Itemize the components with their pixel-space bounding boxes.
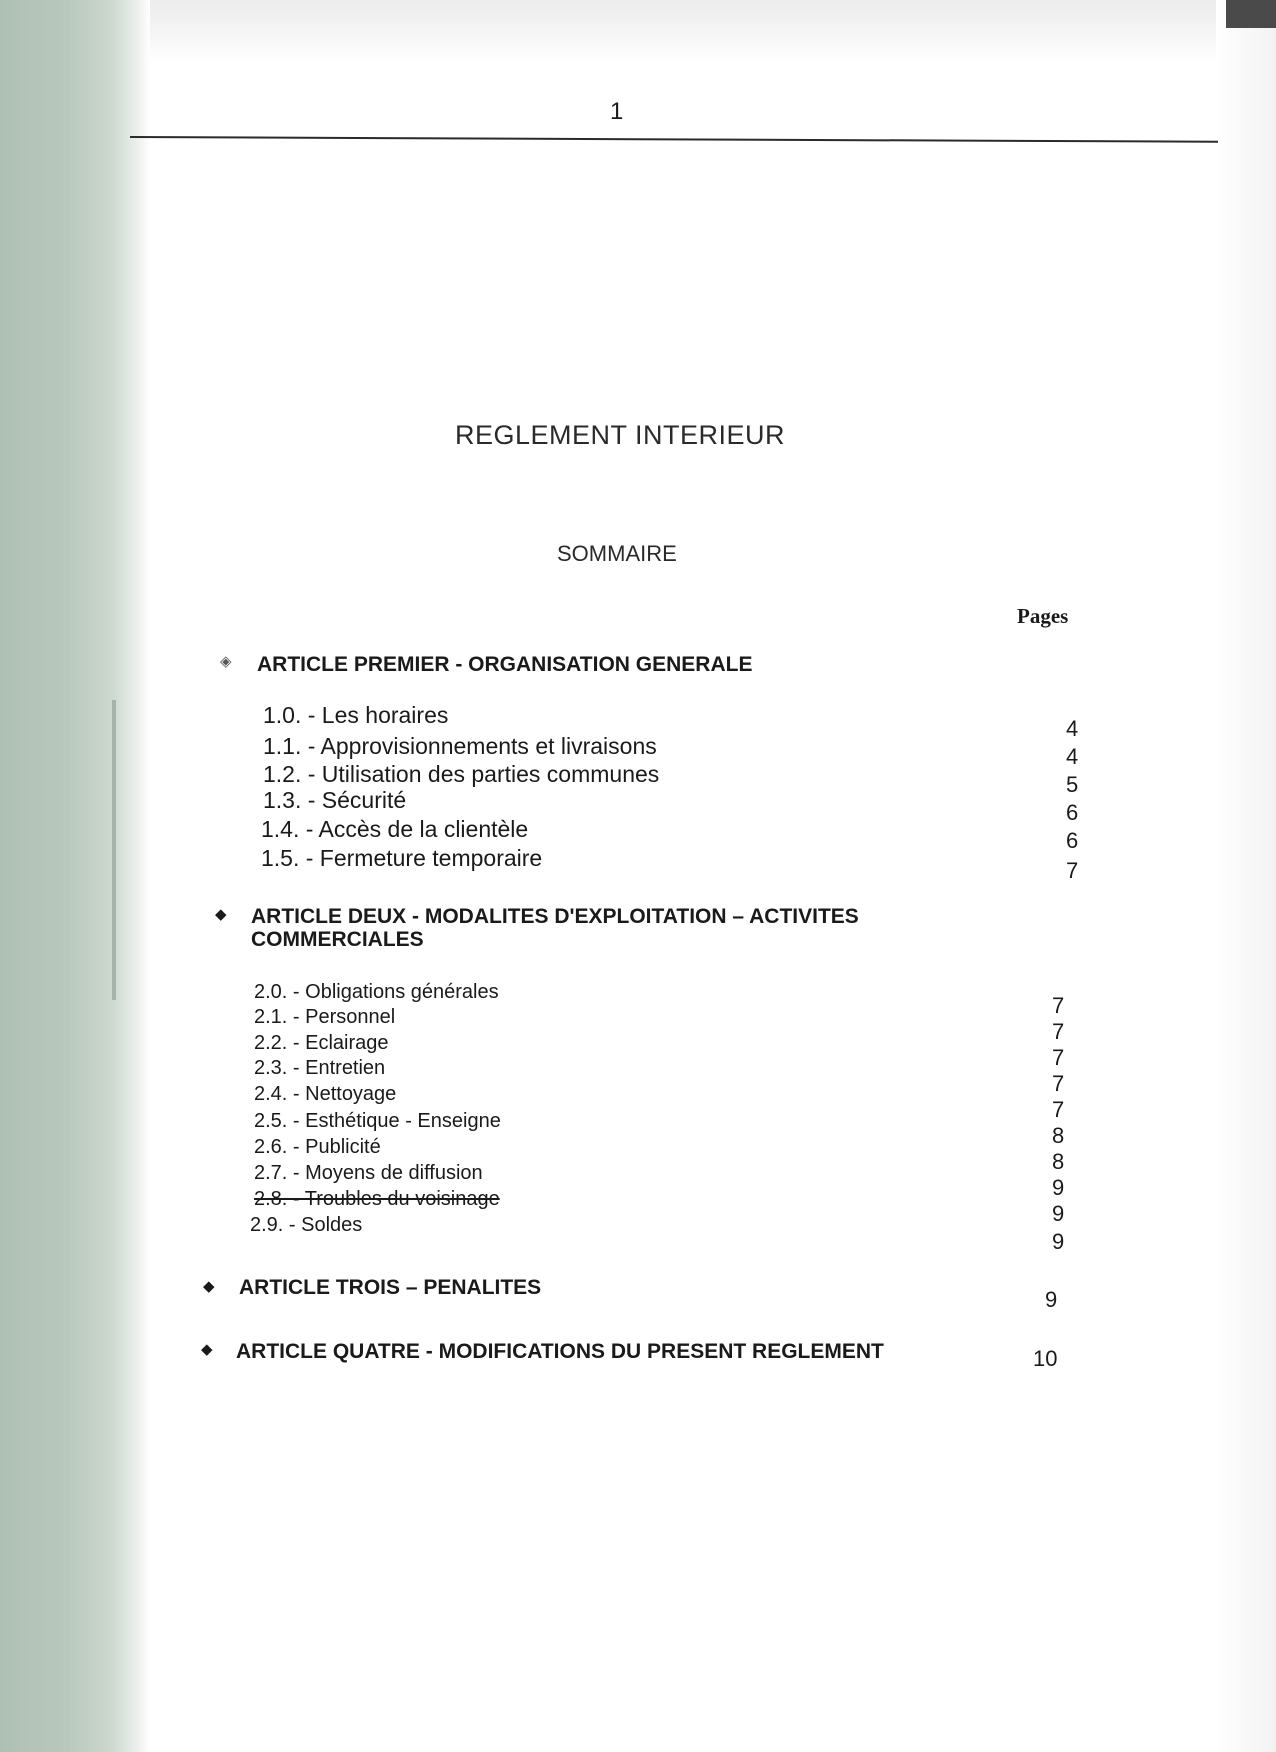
toc-page-number: 7 <box>1052 1097 1065 1122</box>
toc-entry: 1.3. - Sécurité <box>263 787 407 813</box>
toc-page-number: 7 <box>1066 858 1079 883</box>
toc-entry: 1.1. - Approvisionnements et livraisons <box>263 733 657 759</box>
toc-page-number: 9 <box>1052 1201 1065 1226</box>
toc-entry: 2.2. - Eclairage <box>254 1032 389 1054</box>
diamond-bullet-icon: ◈ <box>220 653 232 670</box>
toc-entry: 2.9. - Soldes <box>250 1214 363 1236</box>
toc-page-number: 6 <box>1066 800 1079 825</box>
toc-entry: 2.5. - Esthétique - Enseigne <box>254 1110 501 1132</box>
header-rule <box>130 136 1218 143</box>
toc-entry: 1.4. - Accès de la clientèle <box>261 816 529 842</box>
diamond-bullet-icon: ◆ <box>201 1341 213 1358</box>
scan-binding-edge <box>0 0 150 1752</box>
diamond-bullet-icon: ◆ <box>215 906 227 923</box>
toc-entry: 2.4. - Nettoyage <box>254 1083 397 1105</box>
toc-page-number: 4 <box>1066 716 1079 741</box>
toc-entry: 2.1. - Personnel <box>254 1006 396 1028</box>
toc-page-number: 6 <box>1066 828 1079 853</box>
pages-column-header: Pages <box>1017 604 1069 628</box>
toc-page-number: 8 <box>1052 1149 1065 1174</box>
page-number: 1 <box>610 98 624 125</box>
toc-page-number: 10 <box>1033 1346 1058 1371</box>
document-title: REGLEMENT INTERIEUR <box>455 420 786 450</box>
scan-top-band <box>150 0 1216 62</box>
toc-page-number: 7 <box>1052 1019 1065 1044</box>
toc-entry: 1.5. - Fermeture temporaire <box>261 845 543 871</box>
article-title: ARTICLE PREMIER - ORGANISATION GENERALE <box>257 653 753 676</box>
scan-corner <box>1226 0 1276 28</box>
toc-entry: 2.7. - Moyens de diffusion <box>254 1162 483 1184</box>
toc-entry: 1.0. - Les horaires <box>263 702 449 728</box>
toc-entry: 1.2. - Utilisation des parties communes <box>263 761 660 787</box>
toc-page-number: 5 <box>1066 772 1079 797</box>
toc-page-number: 7 <box>1052 1045 1065 1070</box>
toc-entry-struck: 2.8. - Troubles du voisinage <box>254 1188 500 1210</box>
toc-page-number: 7 <box>1052 1071 1065 1096</box>
toc-entry: 2.3. - Entretien <box>254 1057 386 1079</box>
article-title: ARTICLE QUATRE - MODIFICATIONS DU PRESENT REGLEMENT <box>236 1340 884 1363</box>
toc-page-number: 7 <box>1052 993 1065 1018</box>
toc-entry: 2.0. - Obligations générales <box>254 981 499 1003</box>
toc-page-number: 8 <box>1052 1123 1065 1148</box>
article-title-continuation: COMMERCIALES <box>251 928 424 951</box>
toc-page-number: 9 <box>1052 1229 1065 1254</box>
toc-page-number: 4 <box>1066 744 1079 769</box>
scan-right-edge <box>1216 0 1276 1752</box>
toc-page-number: 9 <box>1052 1175 1065 1200</box>
toc-entry: 2.6. - Publicité <box>254 1136 381 1158</box>
diamond-bullet-icon: ◆ <box>203 1278 215 1295</box>
article-title: ARTICLE TROIS – PENALITES <box>239 1276 542 1299</box>
toc-page-number: 9 <box>1045 1287 1058 1312</box>
article-title: ARTICLE DEUX - MODALITES D'EXPLOITATION – ACTIVITES <box>251 905 859 928</box>
summary-heading: SOMMAIRE <box>557 541 677 566</box>
